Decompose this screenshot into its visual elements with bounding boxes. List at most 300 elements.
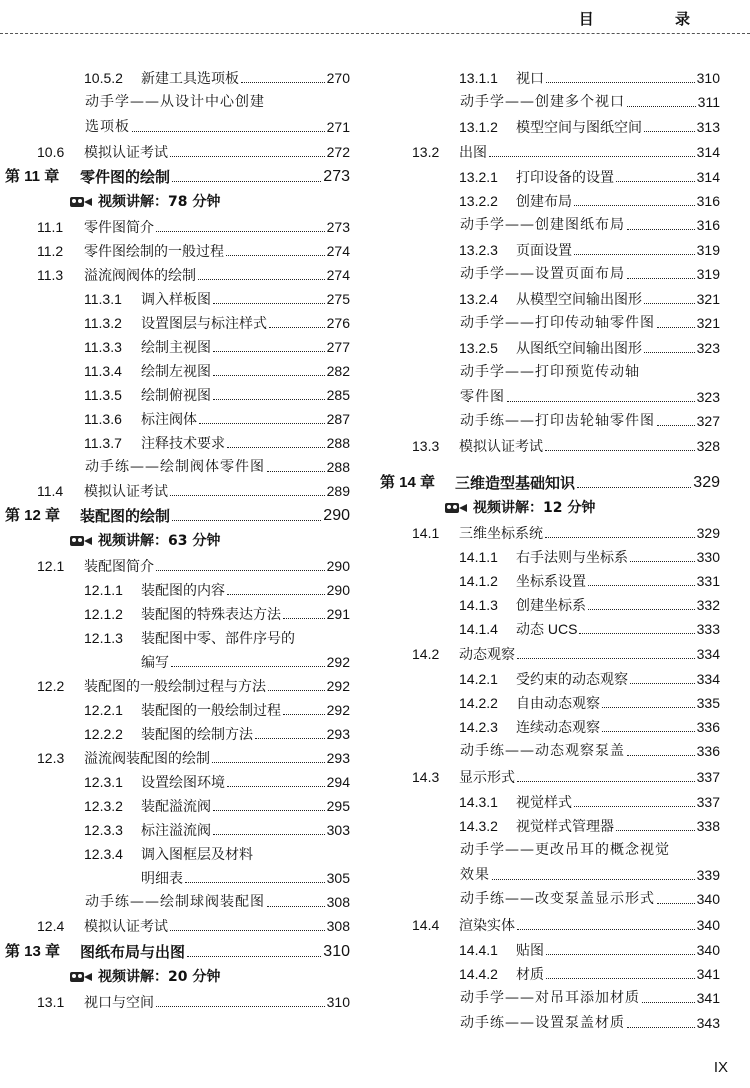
toc-entry-page: 310 xyxy=(696,70,720,86)
toc-entry-title: 明细表 xyxy=(141,870,183,886)
video-lecture-label: 视频讲解：12 分钟 xyxy=(473,500,596,516)
toc-entry-page: 305 xyxy=(326,870,350,886)
toc-subsection-entry[interactable] xyxy=(84,581,350,599)
toc-entry-title: 装配图简介 xyxy=(84,558,154,574)
toc-entry-page: 272 xyxy=(326,144,350,160)
toc-entry-number: 12.2 xyxy=(37,678,65,694)
toc-subsection-entry[interactable] xyxy=(84,701,350,719)
toc-entry-number: 第 12 章 xyxy=(5,507,61,524)
toc-entry-title: 编写 xyxy=(141,654,169,670)
toc-entry-number: 14.2.3 xyxy=(459,719,498,735)
toc-subsection-entry[interactable] xyxy=(459,548,720,566)
toc-subsection-entry[interactable] xyxy=(84,434,350,452)
toc-leader-dots xyxy=(213,833,325,835)
toc-entry-page: 273 xyxy=(326,219,350,235)
toc-entry-page: 328 xyxy=(696,438,720,454)
toc-entry-page: 331 xyxy=(696,573,720,589)
toc-section-entry[interactable] xyxy=(37,557,350,575)
toc-entry-title: 动手练——设置泵盖材质 xyxy=(460,1015,625,1031)
toc-entry-number: 10.6 xyxy=(37,144,65,160)
toc-leader-dots xyxy=(170,494,325,496)
toc-entry-title: 模拟认证考试 xyxy=(84,483,168,499)
toc-entry-title: 右手法则与坐标系 xyxy=(516,549,628,565)
toc-leader-dots xyxy=(213,398,325,400)
toc-entry-number: 13.2.3 xyxy=(459,242,498,258)
toc-entry-title: 装配图的内容 xyxy=(141,582,225,598)
toc-section-entry[interactable] xyxy=(37,749,350,767)
toc-entry-number: 11.2 xyxy=(37,243,64,259)
toc-entry-title: 零件图简介 xyxy=(84,219,154,235)
toc-subsection-entry[interactable] xyxy=(84,605,350,623)
video-camera-icon xyxy=(70,195,92,209)
toc-section-entry[interactable] xyxy=(37,993,350,1011)
toc-leader-dots xyxy=(602,730,695,732)
toc-exercise-entry[interactable] xyxy=(460,841,720,859)
toc-entry-number: 11.3.3 xyxy=(84,339,122,355)
toc-leader-dots xyxy=(630,682,695,684)
toc-entry-page: 310 xyxy=(323,943,350,960)
toc-chapter-entry[interactable] xyxy=(5,168,350,186)
toc-entry-page: 290 xyxy=(326,582,350,598)
toc-section-entry[interactable] xyxy=(37,917,350,935)
toc-entry-page: 308 xyxy=(326,894,350,910)
toc-entry-page: 314 xyxy=(696,169,720,185)
toc-entry-number: 14.2 xyxy=(412,646,440,662)
toc-leader-dots xyxy=(644,130,695,132)
toc-entry-page: 337 xyxy=(696,769,720,785)
toc-exercise-entry[interactable] xyxy=(460,93,720,111)
toc-entry-page: 288 xyxy=(326,459,350,475)
toc-subsection-entry[interactable] xyxy=(459,718,720,736)
toc-exercise-entry[interactable] xyxy=(85,93,350,111)
toc-entry-page: 316 xyxy=(696,217,720,233)
toc-entry-title: 溢流阀阀体的绘制 xyxy=(84,267,196,283)
toc-entry-page: 275 xyxy=(326,291,350,307)
toc-entry-title: 创建坐标系 xyxy=(516,597,586,613)
toc-exercise-entry[interactable] xyxy=(460,265,720,283)
toc-entry-title: 调入样板图 xyxy=(141,291,211,307)
toc-section-entry[interactable] xyxy=(412,437,720,455)
toc-leader-dots xyxy=(156,1005,325,1007)
toc-subsection-entry[interactable] xyxy=(459,596,720,614)
toc-entry-number: 11.4 xyxy=(37,483,64,499)
toc-entry-title: 受约束的动态观察 xyxy=(516,671,628,687)
toc-entry-number: 11.3.5 xyxy=(84,387,122,403)
toc-entry-number: 12.3.3 xyxy=(84,822,123,838)
toc-section-entry[interactable] xyxy=(412,524,720,542)
toc-entry-page: 308 xyxy=(326,918,350,934)
toc-leader-dots xyxy=(644,351,695,353)
toc-entry-title: 动手练——绘制球阀装配图 xyxy=(85,894,265,910)
toc-entry-title: 从图纸空间输出图形 xyxy=(516,340,642,356)
toc-entry-title: 动手学——设置页面布局 xyxy=(460,266,625,282)
toc-exercise-entry[interactable] xyxy=(85,893,350,911)
toc-entry-page: 337 xyxy=(696,794,720,810)
toc-subsection-entry[interactable] xyxy=(459,793,720,811)
toc-leader-dots xyxy=(170,929,325,931)
toc-entry-number: 13.2.1 xyxy=(459,169,498,185)
toc-leader-dots xyxy=(213,809,325,811)
toc-section-entry[interactable] xyxy=(37,143,350,161)
toc-entry-title: 动手练——改变泵盖显示形式 xyxy=(460,891,655,907)
toc-leader-dots xyxy=(156,230,325,232)
toc-entry-title: 新建工具选项板 xyxy=(141,70,239,86)
video-lecture[interactable] xyxy=(70,532,220,550)
toc-leader-dots xyxy=(227,446,325,448)
toc-leader-dots xyxy=(170,155,325,157)
toc-entry-title: 连续动态观察 xyxy=(516,719,600,735)
toc-subsection-entry[interactable] xyxy=(84,69,350,87)
toc-entry-number: 14.1.1 xyxy=(459,549,498,565)
toc-section-entry[interactable] xyxy=(37,242,350,260)
toc-entry-title: 零件图绘制的一般过程 xyxy=(84,243,224,259)
toc-entry-page: 334 xyxy=(696,671,720,687)
toc-entry-number: 14.4.2 xyxy=(459,966,498,982)
toc-entry-page: 293 xyxy=(326,750,350,766)
toc-entry-title: 标注阀体 xyxy=(141,411,197,427)
toc-entry-title: 设置绘图环境 xyxy=(141,774,225,790)
toc-subsection-entry[interactable] xyxy=(84,338,350,356)
toc-leader-dots xyxy=(657,902,695,904)
toc-entry-page: 287 xyxy=(326,411,350,427)
toc-leader-dots xyxy=(644,302,695,304)
toc-leader-dots xyxy=(507,400,695,402)
toc-entry-number: 14.3.1 xyxy=(459,794,498,810)
toc-entry-title: 图纸布局与出图 xyxy=(80,943,186,961)
toc-entry-number: 13.1.1 xyxy=(459,70,498,86)
toc-leader-dots xyxy=(577,486,691,488)
toc-entry-title: 模拟认证考试 xyxy=(459,438,543,454)
toc-leader-dots xyxy=(627,1026,695,1028)
toc-entry-page: 336 xyxy=(696,719,720,735)
toc-section-entry[interactable] xyxy=(37,677,350,695)
toc-entry-page: 310 xyxy=(326,994,350,1010)
toc-subsection-entry[interactable] xyxy=(84,362,350,380)
toc-entry-number: 11.3.4 xyxy=(84,363,122,379)
toc-entry-title: 动手学——打印预览传动轴 xyxy=(460,364,640,380)
toc-entry-page: 334 xyxy=(696,646,720,662)
toc-entry-title: 视口 xyxy=(516,70,544,86)
toc-leader-dots xyxy=(657,424,695,426)
toc-entry-number: 13.2.4 xyxy=(459,291,498,307)
toc-exercise-entry[interactable] xyxy=(460,742,720,760)
toc-subsection-entry[interactable] xyxy=(459,572,720,590)
toc-exercise-entry[interactable] xyxy=(460,1014,720,1032)
toc-entry-title: 页面设置 xyxy=(516,242,572,258)
toc-entry-title: 创建布局 xyxy=(516,193,572,209)
toc-entry-number: 14.1 xyxy=(412,525,440,541)
toc-entry-title: 零件图的绘制 xyxy=(80,168,171,186)
toc-entry-title: 绘制左视图 xyxy=(141,363,211,379)
toc-leader-dots xyxy=(545,536,695,538)
toc-entry-number: 13.1 xyxy=(37,994,65,1010)
toc-entry-title: 设置图层与标注样式 xyxy=(141,315,267,331)
toc-entry-continuation[interactable] xyxy=(141,653,350,671)
toc-subsection-entry[interactable] xyxy=(459,941,720,959)
toc-leader-dots xyxy=(492,878,695,880)
toc-section-entry[interactable] xyxy=(412,143,720,161)
toc-entry-number: 12.3.1 xyxy=(84,774,123,790)
toc-entry-title: 视口与空间 xyxy=(84,994,154,1010)
toc-section-entry[interactable] xyxy=(412,916,720,934)
toc-subsection-entry[interactable] xyxy=(459,817,720,835)
toc-entry-page: 340 xyxy=(696,942,720,958)
toc-entry-number: 12.2.2 xyxy=(84,726,123,742)
toc-leader-dots xyxy=(574,253,695,255)
video-lecture[interactable] xyxy=(445,499,595,517)
toc-entry-title: 三维坐标系统 xyxy=(459,525,543,541)
toc-subsection-entry[interactable] xyxy=(459,620,720,638)
toc-exercise-entry[interactable] xyxy=(460,412,720,430)
toc-entry-title: 溢流阀装配图的绘制 xyxy=(84,750,210,766)
toc-chapter-entry[interactable] xyxy=(5,943,350,961)
toc-leader-dots xyxy=(517,780,695,782)
toc-subsection-entry[interactable] xyxy=(84,629,350,647)
toc-entry-number: 12.2.1 xyxy=(84,702,123,718)
toc-leader-dots xyxy=(227,593,325,595)
toc-leader-dots xyxy=(588,584,695,586)
toc-entry-page: 340 xyxy=(696,917,720,933)
toc-entry-title: 装配图的一般绘制过程 xyxy=(141,702,281,718)
toc-leader-dots xyxy=(517,657,695,659)
toc-subsection-entry[interactable] xyxy=(459,694,720,712)
video-camera-icon xyxy=(70,534,92,548)
toc-exercise-entry[interactable] xyxy=(460,890,720,908)
toc-leader-dots xyxy=(227,785,325,787)
toc-leader-dots xyxy=(616,829,695,831)
toc-leader-dots xyxy=(267,470,325,472)
toc-entry-number: 14.3 xyxy=(412,769,440,785)
toc-entry-title: 绘制主视图 xyxy=(141,339,211,355)
toc-leader-dots xyxy=(241,81,325,83)
toc-section-entry[interactable] xyxy=(37,218,350,236)
toc-entry-page: 316 xyxy=(696,193,720,209)
toc-entry-title: 零件图 xyxy=(460,389,505,405)
toc-entry-page: 276 xyxy=(326,315,350,331)
toc-leader-dots xyxy=(574,805,695,807)
toc-entry-title: 视觉样式管理器 xyxy=(516,818,614,834)
toc-entry-title: 装配图的绘制 xyxy=(80,507,171,525)
toc-entry-title: 视觉样式 xyxy=(516,794,572,810)
toc-section-entry[interactable] xyxy=(412,645,720,663)
toc-entry-number: 14.3.2 xyxy=(459,818,498,834)
toc-exercise-entry[interactable] xyxy=(460,989,720,1007)
toc-leader-dots xyxy=(172,180,321,182)
toc-entry-number: 14.4 xyxy=(412,917,440,933)
toc-entry-page: 314 xyxy=(696,144,720,160)
toc-entry-page: 288 xyxy=(326,435,350,451)
toc-subsection-entry[interactable] xyxy=(84,845,350,863)
toc-leader-dots xyxy=(283,713,325,715)
toc-entry-title: 装配图中零、部件序号的 xyxy=(141,630,295,646)
toc-entry-page: 323 xyxy=(696,389,720,405)
toc-entry-page: 271 xyxy=(326,119,350,135)
toc-entry-title: 动手练——动态观察泵盖 xyxy=(460,743,625,759)
toc-entry-title: 贴图 xyxy=(516,942,544,958)
toc-subsection-entry[interactable] xyxy=(459,192,720,210)
toc-entry-number: 12.3 xyxy=(37,750,65,766)
toc-entry-number: 11.3.1 xyxy=(84,291,122,307)
toc-entry-page: 329 xyxy=(696,525,720,541)
toc-leader-dots xyxy=(213,374,325,376)
toc-entry-title: 动手学——从设计中心创建 xyxy=(85,94,265,110)
toc-leader-dots xyxy=(226,254,325,256)
toc-entry-page: 311 xyxy=(697,94,720,110)
video-lecture[interactable] xyxy=(70,193,220,211)
toc-subsection-entry[interactable] xyxy=(459,339,720,357)
toc-entry-number: 12.1.2 xyxy=(84,606,123,622)
toc-subsection-entry[interactable] xyxy=(84,410,350,428)
toc-section-entry[interactable] xyxy=(37,266,350,284)
toc-leader-dots xyxy=(132,130,325,132)
toc-entry-page: 274 xyxy=(326,243,350,259)
toc-leader-dots xyxy=(545,449,695,451)
toc-leader-dots xyxy=(171,665,325,667)
toc-entry-number: 11.1 xyxy=(37,219,64,235)
toc-entry-page: 292 xyxy=(326,702,350,718)
toc-leader-dots xyxy=(546,953,695,955)
toc-leader-dots xyxy=(546,81,695,83)
toc-entry-title: 调入图框层及材料 xyxy=(141,846,253,862)
toc-subsection-entry[interactable] xyxy=(84,797,350,815)
toc-entry-page: 292 xyxy=(326,678,350,694)
toc-exercise-entry[interactable] xyxy=(460,866,720,884)
toc-entry-title: 装配图的特殊表达方法 xyxy=(141,606,281,622)
toc-leader-dots xyxy=(546,977,695,979)
toc-entry-page: 330 xyxy=(696,549,720,565)
toc-section-entry[interactable] xyxy=(37,482,350,500)
video-lecture-label: 视频讲解：78 分钟 xyxy=(98,194,221,210)
toc-exercise-entry[interactable] xyxy=(460,314,720,332)
toc-subsection-entry[interactable] xyxy=(84,821,350,839)
toc-entry-title: 注释技术要求 xyxy=(141,435,225,451)
toc-entry-title: 模型空间与图纸空间 xyxy=(516,119,642,135)
toc-entry-page: 274 xyxy=(326,267,350,283)
toc-entry-page: 323 xyxy=(696,340,720,356)
toc-entry-page: 343 xyxy=(696,1015,720,1031)
toc-entry-page: 277 xyxy=(326,339,350,355)
toc-entry-number: 12.1.3 xyxy=(84,630,123,646)
toc-subsection-entry[interactable] xyxy=(84,386,350,404)
toc-entry-page: 273 xyxy=(323,168,350,185)
toc-entry-page: 303 xyxy=(326,822,350,838)
toc-entry-title: 模拟认证考试 xyxy=(84,144,168,160)
toc-subsection-entry[interactable] xyxy=(459,670,720,688)
toc-entry-number: 11.3 xyxy=(37,267,64,283)
toc-leader-dots xyxy=(172,519,321,521)
toc-entry-page: 285 xyxy=(326,387,350,403)
toc-subsection-entry[interactable] xyxy=(459,118,720,136)
toc-entry-number: 13.1.2 xyxy=(459,119,498,135)
toc-leader-dots xyxy=(283,617,325,619)
toc-subsection-entry[interactable] xyxy=(459,168,720,186)
toc-entry-number: 12.1.1 xyxy=(84,582,123,598)
toc-leader-dots xyxy=(213,350,325,352)
toc-subsection-entry[interactable] xyxy=(84,725,350,743)
toc-entry-page: 290 xyxy=(326,558,350,574)
toc-entry-page: 295 xyxy=(326,798,350,814)
toc-leader-dots xyxy=(213,302,325,304)
video-camera-icon xyxy=(70,970,92,984)
toc-leader-dots xyxy=(574,204,695,206)
toc-chapter-entry[interactable] xyxy=(5,507,350,525)
video-lecture-label: 视频讲解：63 分钟 xyxy=(98,533,221,549)
toc-entry-number: 10.5.2 xyxy=(84,70,123,86)
video-lecture[interactable] xyxy=(70,968,220,986)
toc-entry-number: 14.2.1 xyxy=(459,671,498,687)
toc-entry-number: 11.3.7 xyxy=(84,435,122,451)
toc-entry-number: 第 13 章 xyxy=(5,943,61,960)
toc-leader-dots xyxy=(627,277,695,279)
toc-subsection-entry[interactable] xyxy=(84,314,350,332)
header-divider xyxy=(0,33,750,34)
toc-leader-dots xyxy=(627,754,695,756)
toc-entry-title: 动态观察 xyxy=(459,646,515,662)
toc-entry-page: 336 xyxy=(696,743,720,759)
toc-leader-dots xyxy=(268,689,325,691)
toc-subsection-entry[interactable] xyxy=(459,965,720,983)
toc-entry-title: 装配图的绘制方法 xyxy=(141,726,253,742)
toc-leader-dots xyxy=(199,422,325,424)
toc-subsection-entry[interactable] xyxy=(459,290,720,308)
toc-exercise-entry[interactable] xyxy=(85,458,350,476)
toc-subsection-entry[interactable] xyxy=(459,69,720,87)
toc-exercise-entry[interactable] xyxy=(460,216,720,234)
toc-entry-continuation[interactable] xyxy=(141,869,350,887)
toc-leader-dots xyxy=(602,706,695,708)
toc-entry-page: 319 xyxy=(696,242,720,258)
video-camera-icon xyxy=(445,501,467,515)
toc-subsection-entry[interactable] xyxy=(84,773,350,791)
toc-entry-page: 270 xyxy=(326,70,350,86)
toc-entry-number: 13.3 xyxy=(412,438,440,454)
toc-subsection-entry[interactable] xyxy=(459,241,720,259)
toc-entry-title: 材质 xyxy=(516,966,544,982)
toc-entry-page: 340 xyxy=(696,891,720,907)
toc-chapter-entry[interactable] xyxy=(380,474,720,492)
toc-entry-title: 效果 xyxy=(460,867,490,883)
toc-leader-dots xyxy=(616,180,695,182)
toc-entry-number: 14.1.3 xyxy=(459,597,498,613)
toc-entry-page: 321 xyxy=(696,315,720,331)
toc-entry-number: 11.3.6 xyxy=(84,411,122,427)
page-number: IX xyxy=(713,1059,728,1076)
toc-entry-page: 333 xyxy=(696,621,720,637)
toc-entry-number: 13.2.5 xyxy=(459,340,498,356)
toc-entry-number: 12.3.2 xyxy=(84,798,123,814)
toc-leader-dots xyxy=(517,928,695,930)
toc-exercise-entry[interactable] xyxy=(460,388,720,406)
toc-entry-number: 12.1 xyxy=(37,558,65,574)
toc-entry-title: 绘制俯视图 xyxy=(141,387,211,403)
toc-entry-number: 14.2.2 xyxy=(459,695,498,711)
toc-subsection-entry[interactable] xyxy=(84,290,350,308)
toc-entry-title: 动手学——创建图纸布局 xyxy=(460,217,625,233)
toc-section-entry[interactable] xyxy=(412,768,720,786)
toc-entry-page: 332 xyxy=(696,597,720,613)
toc-exercise-entry[interactable] xyxy=(85,118,350,136)
toc-entry-page: 341 xyxy=(696,990,720,1006)
toc-entry-number: 第 14 章 xyxy=(380,474,436,491)
header-title: 目 录 xyxy=(578,10,728,28)
toc-entry-page: 293 xyxy=(326,726,350,742)
toc-entry-page: 329 xyxy=(693,474,720,491)
toc-entry-page: 339 xyxy=(696,867,720,883)
video-lecture-label: 视频讲解：20 分钟 xyxy=(98,969,221,985)
toc-exercise-entry[interactable] xyxy=(460,363,720,381)
toc-leader-dots xyxy=(156,569,325,571)
toc-entry-page: 319 xyxy=(696,266,720,282)
